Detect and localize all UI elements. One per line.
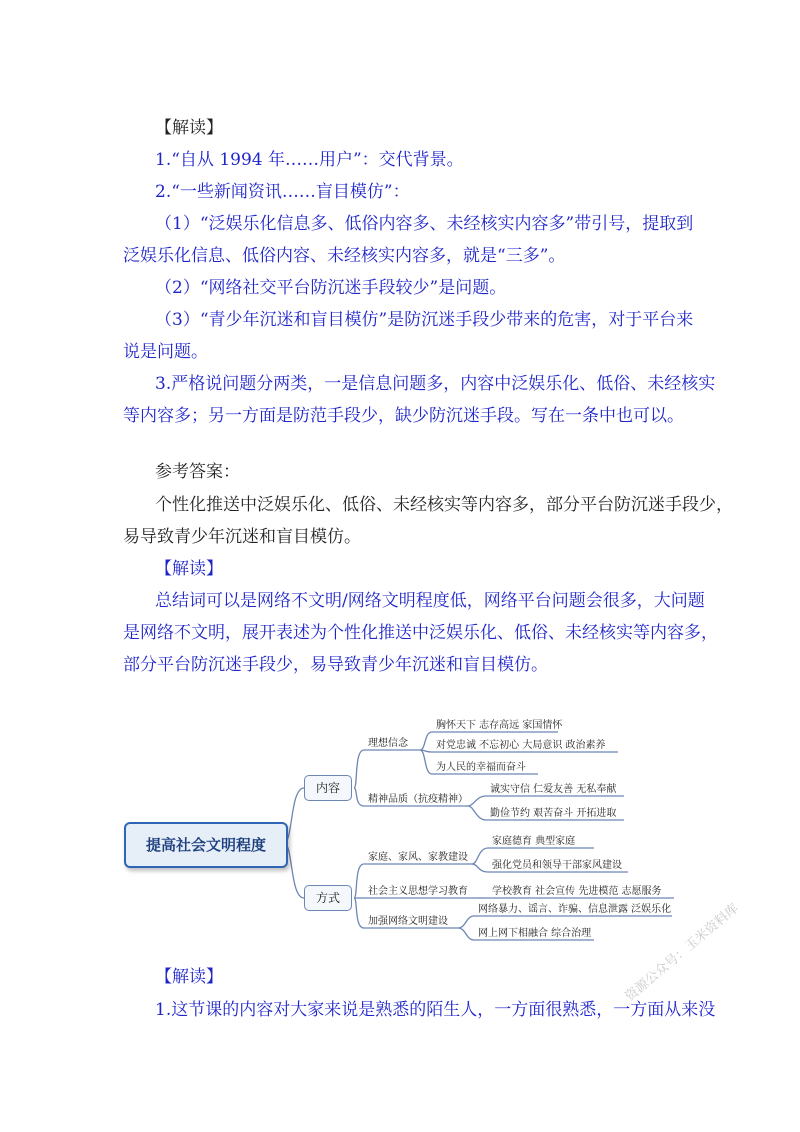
text-line: 说是问题。	[123, 342, 208, 362]
text-line: 泛娱乐化信息、低俗内容、未经核实内容多，就是“三多”。	[123, 246, 566, 266]
text-line: 1.这节课的内容对大家来说是熟悉的陌生人，一方面很熟悉，一方面从来没	[155, 1000, 716, 1020]
mind-map-node: 加强网络文明建设	[368, 916, 448, 927]
text-line: 总结词可以是网络不文明/网络文明程度低，网络平台问题会很多，大问题	[155, 591, 705, 611]
mind-map-node: 理想信念	[368, 738, 408, 749]
watermark: 资源公众号：玉米资料库	[622, 901, 742, 1005]
mind-map-root: 提高社会文明程度	[124, 822, 288, 868]
reference-answer-heading: 参考答案：	[155, 462, 240, 482]
mind-map-leaf: 家庭德育 典型家庭	[492, 836, 576, 847]
mind-map-leaf: 强化党员和领导干部家风建设	[492, 860, 622, 871]
section-heading-interpretation: 【解读】	[155, 559, 223, 579]
answer-line: 个性化推送中泛娱乐化、低俗、未经核实等内容多，部分平台防沉迷手段少，	[155, 495, 733, 515]
text-line: （3）“青少年沉迷和盲目模仿”是防沉迷手段少带来的危害，对于平台来	[155, 310, 694, 330]
text-line: （2）“网络社交平台防沉迷手段较少”是问题。	[155, 278, 507, 298]
mind-map-node: 社会主义思想学习教育	[368, 886, 468, 897]
mind-map-leaf: 网上网下相融合 综合治理	[478, 928, 592, 939]
text-line: 是网络不文明，展开表述为个性化推送中泛娱乐化、低俗、未经核实等内容多，	[123, 623, 718, 643]
mind-map-leaf: 胸怀天下 志存高远 家国情怀	[436, 720, 563, 731]
mind-map-leaf: 网络暴力、谣言、诈骗、信息泄露 泛娱乐化	[478, 904, 672, 915]
answer-line: 易导致青少年沉迷和盲目模仿。	[123, 527, 361, 547]
mind-map-leaf: 学校教育 社会宣传 先进模范 志愿服务	[492, 886, 662, 897]
text-line: 等内容多；另一方面是防范手段少，缺少防沉迷手段。写在一条中也可以。	[123, 406, 684, 426]
mind-map-leaf: 勤俭节约 艰苦奋斗 开拓进取	[490, 808, 617, 819]
mind-map-node: 精神品质（抗疫精神）	[368, 794, 468, 805]
mind-map-leaf: 对党忠诚 不忘初心 大局意识 政治素养	[436, 740, 606, 751]
section-heading-interpretation: 【解读】	[155, 118, 223, 138]
text-line: 3.严格说问题分两类，一是信息问题多，内容中泛娱乐化、低俗、未经核实	[155, 374, 716, 394]
text-line: （1）“泛娱乐化信息多、低俗内容多、未经核实内容多”带引号，提取到	[155, 214, 694, 234]
section-heading-interpretation: 【解读】	[155, 967, 223, 987]
mind-map-node: 家庭、家风、家教建设	[368, 852, 468, 863]
text-line: 1.“自从 1994 年……用户”：交代背景。	[155, 150, 464, 170]
mind-map-branch-content: 内容	[304, 775, 352, 801]
mind-map-leaf: 为人民的幸福而奋斗	[436, 762, 526, 773]
mind-map	[118, 708, 678, 952]
text-line: 部分平台防沉迷手段少，易导致青少年沉迷和盲目模仿。	[123, 655, 548, 675]
mind-map-leaf: 诚实守信 仁爱友善 无私奉献	[490, 784, 617, 795]
text-line: 2.“一些新闻资讯……盲目模仿”：	[155, 182, 410, 202]
mind-map-branch-method: 方式	[304, 885, 352, 911]
